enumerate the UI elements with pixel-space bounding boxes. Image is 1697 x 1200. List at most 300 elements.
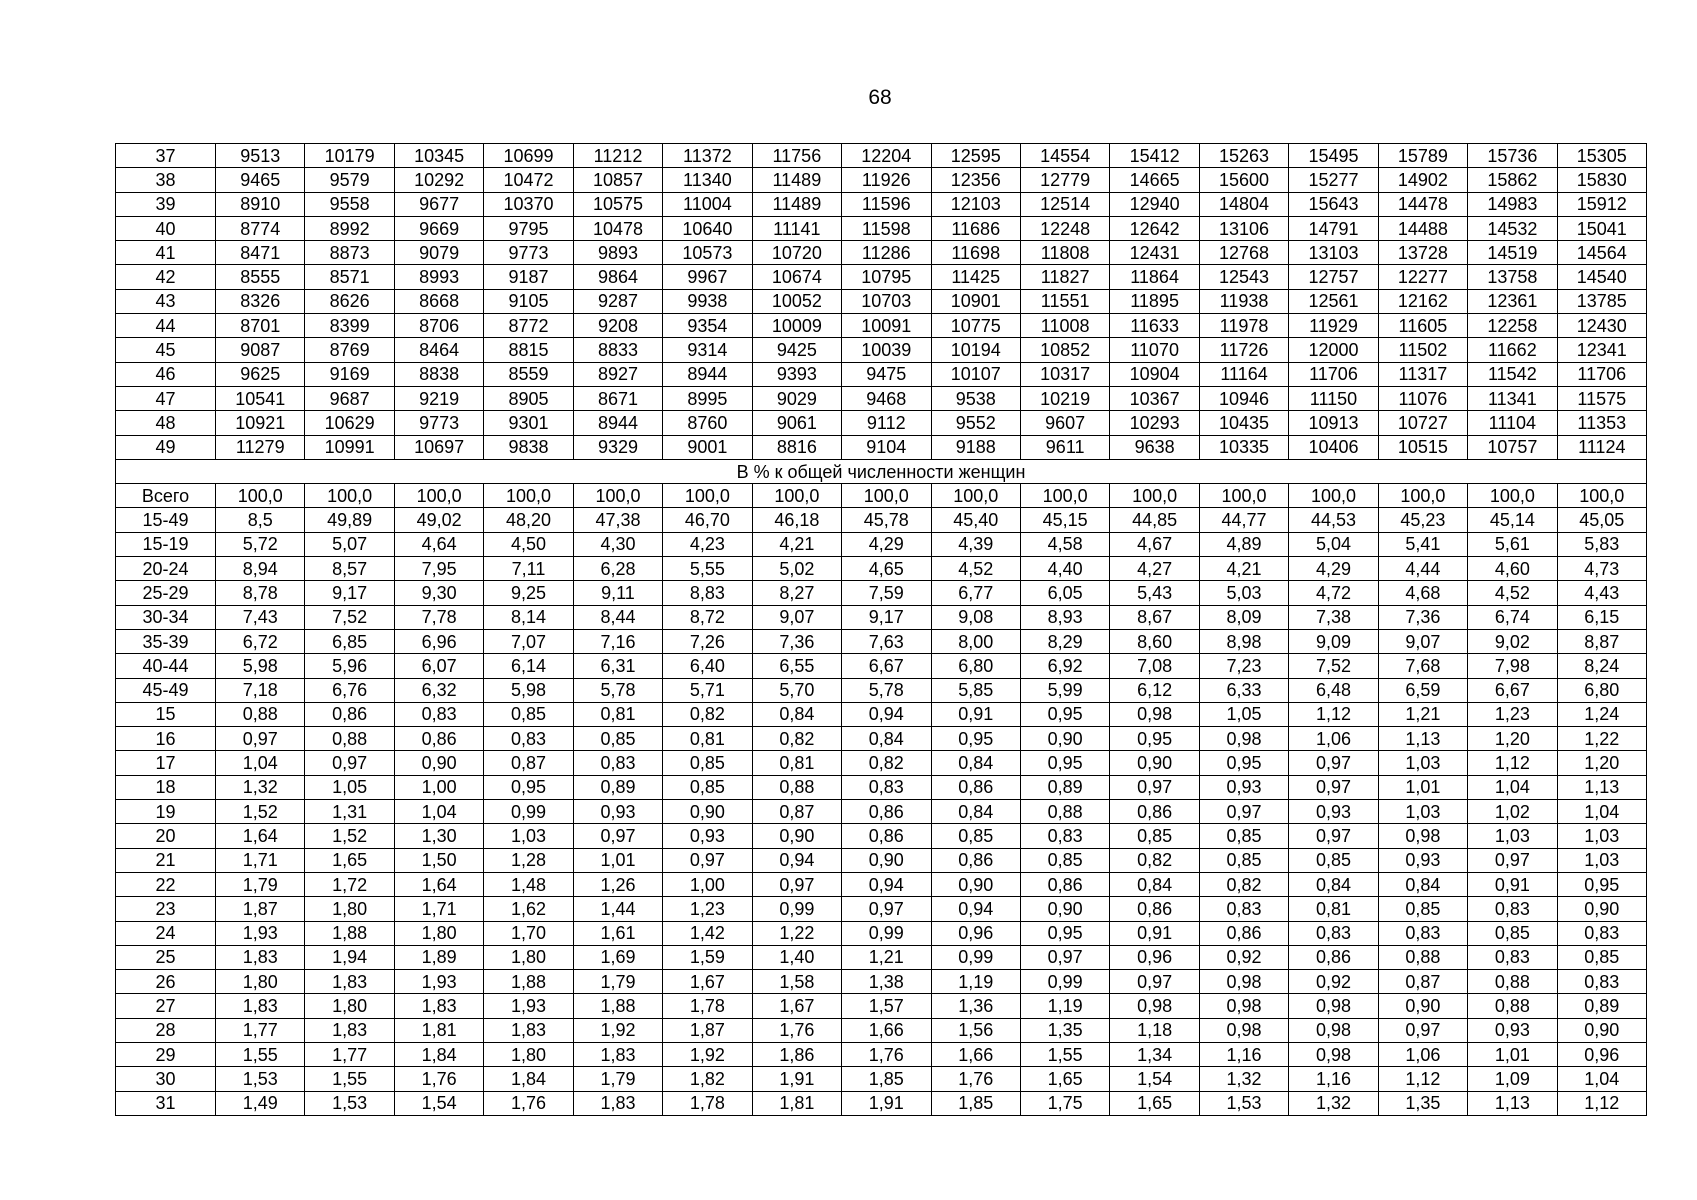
table-cell: 49,89 (305, 508, 394, 532)
table-cell: 1,61 (573, 921, 662, 945)
table-cell: 100,0 (1020, 484, 1109, 508)
table-cell: 1,80 (305, 897, 394, 921)
table-cell: 0,93 (1468, 1018, 1557, 1042)
table-cell: 1,16 (1289, 1067, 1378, 1091)
row-label: 41 (116, 241, 216, 265)
table-cell: 0,86 (1110, 800, 1199, 824)
table-cell: 7,16 (573, 629, 662, 653)
table-cell: 0,90 (1557, 897, 1646, 921)
table-cell: 6,74 (1468, 605, 1557, 629)
table-cell: 100,0 (842, 484, 931, 508)
table-cell: 12430 (1557, 314, 1646, 338)
table-cell: 8927 (573, 362, 662, 386)
table-cell: 100,0 (1110, 484, 1199, 508)
table-cell: 8838 (394, 362, 483, 386)
table-cell: 9468 (842, 386, 931, 410)
table-cell: 9,08 (931, 605, 1020, 629)
table-cell: 12277 (1378, 265, 1467, 289)
table-cell: 0,83 (1468, 897, 1557, 921)
table-cell: 1,52 (216, 800, 305, 824)
table-cell: 7,11 (484, 557, 573, 581)
table-cell: 7,38 (1289, 605, 1378, 629)
table-cell: 15736 (1468, 144, 1557, 168)
table-cell: 0,95 (1020, 921, 1109, 945)
table-cell: 5,71 (663, 678, 752, 702)
table-cell: 100,0 (1468, 484, 1557, 508)
table-cell: 9188 (931, 435, 1020, 459)
table-cell: 0,90 (1110, 751, 1199, 775)
table-cell: 1,55 (1020, 1042, 1109, 1066)
table-cell: 0,86 (931, 775, 1020, 799)
table-cell: 1,83 (573, 1042, 662, 1066)
table-cell: 1,93 (216, 921, 305, 945)
table-cell: 14478 (1378, 192, 1467, 216)
table-cell: 1,64 (216, 824, 305, 848)
table-cell: 4,64 (394, 532, 483, 556)
table-cell: 48,20 (484, 508, 573, 532)
table-cell: 1,94 (305, 945, 394, 969)
table-cell: 1,76 (931, 1067, 1020, 1091)
table-cell: 0,86 (1020, 872, 1109, 896)
table-cell: 6,14 (484, 654, 573, 678)
table-cell: 45,15 (1020, 508, 1109, 532)
table-cell: 10946 (1199, 386, 1288, 410)
table-cell: 0,90 (1378, 994, 1467, 1018)
table-cell: 10052 (752, 289, 841, 313)
table-cell: 1,04 (394, 800, 483, 824)
section-heading-row (116, 459, 1647, 483)
table-cell: 9625 (216, 362, 305, 386)
table-cell: 10091 (842, 314, 931, 338)
table-row (116, 241, 1647, 265)
row-label: 48 (116, 411, 216, 435)
table-cell: 8555 (216, 265, 305, 289)
table-cell: 0,91 (931, 702, 1020, 726)
table-cell: 0,91 (1468, 872, 1557, 896)
table-cell: 7,78 (394, 605, 483, 629)
table-cell: 0,90 (752, 824, 841, 848)
table-cell: 1,87 (663, 1018, 752, 1042)
table-row (116, 678, 1647, 702)
table-cell: 1,55 (216, 1042, 305, 1066)
table-cell: 0,83 (1378, 921, 1467, 945)
table-cell: 46,18 (752, 508, 841, 532)
table-cell: 0,84 (842, 727, 931, 751)
table-cell: 11340 (663, 168, 752, 192)
table-cell: 10703 (842, 289, 931, 313)
table-cell: 0,97 (1289, 751, 1378, 775)
table-cell: 9301 (484, 411, 573, 435)
row-label: 26 (116, 970, 216, 994)
table-cell: 11827 (1020, 265, 1109, 289)
table-cell: 4,40 (1020, 557, 1109, 581)
table-cell: 1,77 (305, 1042, 394, 1066)
table-cell: 8833 (573, 338, 662, 362)
table-cell: 5,41 (1378, 532, 1467, 556)
table-cell: 11104 (1468, 411, 1557, 435)
table-cell: 1,35 (1378, 1091, 1467, 1115)
table-cell: 0,90 (931, 872, 1020, 896)
table-row (116, 1018, 1647, 1042)
table-cell: 1,48 (484, 872, 573, 896)
table-cell: 0,90 (394, 751, 483, 775)
table-cell: 4,44 (1378, 557, 1467, 581)
table-cell: 8,78 (216, 581, 305, 605)
row-label: 25-29 (116, 581, 216, 605)
table-cell: 12757 (1289, 265, 1378, 289)
table-row (116, 800, 1647, 824)
table-cell: 0,86 (394, 727, 483, 751)
table-cell: 0,85 (1020, 848, 1109, 872)
table-cell: 0,90 (1020, 897, 1109, 921)
table-cell: 10757 (1468, 435, 1557, 459)
table-cell: 0,97 (1110, 970, 1199, 994)
table-cell: 9187 (484, 265, 573, 289)
table-cell: 0,81 (663, 727, 752, 751)
table-cell: 10293 (1110, 411, 1199, 435)
table-cell: 6,32 (394, 678, 483, 702)
table-cell: 0,97 (216, 727, 305, 751)
table-cell: 10472 (484, 168, 573, 192)
table-cell: 44,53 (1289, 508, 1378, 532)
table-row (116, 921, 1647, 945)
table-cell: 9104 (842, 435, 931, 459)
table-cell: 7,43 (216, 605, 305, 629)
table-cell: 8626 (305, 289, 394, 313)
table-cell: 5,72 (216, 532, 305, 556)
table-cell: 0,81 (573, 702, 662, 726)
table-cell: 1,81 (394, 1018, 483, 1042)
table-cell: 10921 (216, 411, 305, 435)
table-cell: 0,98 (1199, 994, 1288, 1018)
table-cell: 1,28 (484, 848, 573, 872)
table-cell: 0,88 (1468, 970, 1557, 994)
table-cell: 10852 (1020, 338, 1109, 362)
table-cell: 7,68 (1378, 654, 1467, 678)
table-cell: 0,99 (842, 921, 931, 945)
table-cell: 5,43 (1110, 581, 1199, 605)
table-cell: 0,82 (752, 727, 841, 751)
table-cell: 12543 (1199, 265, 1288, 289)
table-row (116, 581, 1647, 605)
table-cell: 100,0 (216, 484, 305, 508)
table-cell: 100,0 (1557, 484, 1646, 508)
table-cell: 1,35 (1020, 1018, 1109, 1042)
table-cell: 12248 (1020, 216, 1109, 240)
table-cell: 1,83 (216, 994, 305, 1018)
table-cell: 0,86 (842, 824, 931, 848)
table-cell: 100,0 (573, 484, 662, 508)
table-cell: 1,21 (1378, 702, 1467, 726)
table-cell: 10573 (663, 241, 752, 265)
table-cell: 100,0 (752, 484, 841, 508)
table-cell: 9314 (663, 338, 752, 362)
table-row (116, 897, 1647, 921)
table-cell: 8,29 (1020, 629, 1109, 653)
table-cell: 0,87 (752, 800, 841, 824)
table-cell: 11726 (1199, 338, 1288, 362)
table-cell: 6,48 (1289, 678, 1378, 702)
table-cell: 0,97 (1020, 945, 1109, 969)
table-cell: 4,68 (1378, 581, 1467, 605)
table-cell: 0,90 (663, 800, 752, 824)
table-cell: 0,95 (1020, 751, 1109, 775)
table-cell: 1,75 (1020, 1091, 1109, 1115)
table-cell: 0,85 (1468, 921, 1557, 945)
table-cell: 5,03 (1199, 581, 1288, 605)
table-cell: 6,92 (1020, 654, 1109, 678)
table-cell: 4,29 (1289, 557, 1378, 581)
table-cell: 0,90 (842, 848, 931, 872)
table-cell: 15600 (1199, 168, 1288, 192)
table-cell: 11212 (573, 144, 662, 168)
table-cell: 15305 (1557, 144, 1646, 168)
table-cell: 9,02 (1468, 629, 1557, 653)
table-cell: 8,24 (1557, 654, 1646, 678)
row-label: 22 (116, 872, 216, 896)
table-cell: 7,23 (1199, 654, 1288, 678)
table-cell: 7,63 (842, 629, 931, 653)
table-cell: 9893 (573, 241, 662, 265)
table-cell: 100,0 (931, 484, 1020, 508)
table-row (116, 824, 1647, 848)
table-cell: 1,13 (1468, 1091, 1557, 1115)
row-label: 46 (116, 362, 216, 386)
table-cell: 1,76 (752, 1018, 841, 1042)
table-cell: 11489 (752, 168, 841, 192)
table-row (116, 751, 1647, 775)
table-cell: 8,57 (305, 557, 394, 581)
row-label: 47 (116, 386, 216, 410)
table-cell: 12361 (1468, 289, 1557, 313)
table-cell: 1,91 (752, 1067, 841, 1091)
table-cell: 0,86 (931, 848, 1020, 872)
table-cell: 10179 (305, 144, 394, 168)
table-cell: 1,12 (1378, 1067, 1467, 1091)
table-cell: 1,57 (842, 994, 931, 1018)
row-label: 30-34 (116, 605, 216, 629)
table-cell: 0,97 (1289, 775, 1378, 799)
table-cell: 15643 (1289, 192, 1378, 216)
table-row (116, 654, 1647, 678)
table-cell: 1,53 (305, 1091, 394, 1115)
table-cell: 15862 (1468, 168, 1557, 192)
table-cell: 11756 (752, 144, 841, 168)
table-cell: 11551 (1020, 289, 1109, 313)
table-cell: 1,03 (1557, 824, 1646, 848)
table-cell: 8769 (305, 338, 394, 362)
table-cell: 8774 (216, 216, 305, 240)
table-cell: 1,85 (931, 1091, 1020, 1115)
table-cell: 10039 (842, 338, 931, 362)
table-cell: 12103 (931, 192, 1020, 216)
table-cell: 0,94 (931, 897, 1020, 921)
table-cell: 14519 (1468, 241, 1557, 265)
table-cell: 1,49 (216, 1091, 305, 1115)
table-cell: 1,84 (394, 1042, 483, 1066)
table-cell: 11706 (1289, 362, 1378, 386)
table-cell: 8944 (663, 362, 752, 386)
table-cell: 1,34 (1110, 1042, 1199, 1066)
table-cell: 10317 (1020, 362, 1109, 386)
table-cell: 7,18 (216, 678, 305, 702)
table-cell: 10107 (931, 362, 1020, 386)
table-cell: 11150 (1289, 386, 1378, 410)
table-row (116, 970, 1647, 994)
table-cell: 44,85 (1110, 508, 1199, 532)
table-cell: 1,04 (1557, 1067, 1646, 1091)
table-cell: 9465 (216, 168, 305, 192)
table-cell: 0,98 (1110, 994, 1199, 1018)
table-cell: 4,21 (1199, 557, 1288, 581)
table-cell: 7,08 (1110, 654, 1199, 678)
table-cell: 14564 (1557, 241, 1646, 265)
table-cell: 6,28 (573, 557, 662, 581)
table-cell: 11864 (1110, 265, 1199, 289)
table-cell: 9579 (305, 168, 394, 192)
table-cell: 4,52 (931, 557, 1020, 581)
table-cell: 11317 (1378, 362, 1467, 386)
table-cell: 7,52 (1289, 654, 1378, 678)
table-cell: 9838 (484, 435, 573, 459)
table-cell: 6,76 (305, 678, 394, 702)
table-cell: 1,02 (1468, 800, 1557, 824)
table-cell: 1,20 (1557, 751, 1646, 775)
table-cell: 12768 (1199, 241, 1288, 265)
table-cell: 1,65 (1020, 1067, 1109, 1091)
table-cell: 1,03 (1468, 824, 1557, 848)
table-cell: 1,44 (573, 897, 662, 921)
table-cell: 15789 (1378, 144, 1467, 168)
table-cell: 1,24 (1557, 702, 1646, 726)
table-cell: 6,55 (752, 654, 841, 678)
table-cell: 11542 (1468, 362, 1557, 386)
table-cell: 45,14 (1468, 508, 1557, 532)
row-label: 15-49 (116, 508, 216, 532)
table-cell: 7,26 (663, 629, 752, 653)
table-cell: 10370 (484, 192, 573, 216)
table-row (116, 532, 1647, 556)
table-cell: 4,58 (1020, 532, 1109, 556)
table-cell: 0,96 (1110, 945, 1199, 969)
table-cell: 10515 (1378, 435, 1467, 459)
section-heading: В % к общей численности женщин (116, 459, 1647, 483)
table-cell: 10335 (1199, 435, 1288, 459)
table-cell: 6,67 (1468, 678, 1557, 702)
table-cell: 12642 (1110, 216, 1199, 240)
table-cell: 11698 (931, 241, 1020, 265)
table-cell: 0,88 (752, 775, 841, 799)
table-body-absolute (116, 144, 1647, 460)
table-cell: 1,05 (305, 775, 394, 799)
table-cell: 0,98 (1289, 1042, 1378, 1066)
row-label: 20 (116, 824, 216, 848)
table-cell: 0,88 (1468, 994, 1557, 1018)
table-cell: 0,86 (842, 800, 931, 824)
table-cell: 0,97 (305, 751, 394, 775)
table-cell: 1,19 (931, 970, 1020, 994)
row-label: 19 (116, 800, 216, 824)
row-label: 40-44 (116, 654, 216, 678)
table-cell: 8,93 (1020, 605, 1109, 629)
table-cell: 9773 (484, 241, 573, 265)
table-row (116, 945, 1647, 969)
table-cell: 0,86 (305, 702, 394, 726)
table-cell: 8,60 (1110, 629, 1199, 653)
table-cell: 0,85 (1110, 824, 1199, 848)
table-cell: 1,76 (842, 1042, 931, 1066)
table-cell: 8992 (305, 216, 394, 240)
row-label: 30 (116, 1067, 216, 1091)
table-cell: 9425 (752, 338, 841, 362)
table-cell: 9169 (305, 362, 394, 386)
table-cell: 6,07 (394, 654, 483, 678)
table-cell: 11286 (842, 241, 931, 265)
table-cell: 11124 (1557, 435, 1646, 459)
table-cell: 9079 (394, 241, 483, 265)
table-cell: 1,62 (484, 897, 573, 921)
table-cell: 10720 (752, 241, 841, 265)
table-cell: 4,29 (842, 532, 931, 556)
table-cell: 8668 (394, 289, 483, 313)
table-cell: 8944 (573, 411, 662, 435)
table-cell: 1,87 (216, 897, 305, 921)
table-cell: 11929 (1289, 314, 1378, 338)
table-cell: 1,22 (1557, 727, 1646, 751)
table-row (116, 1067, 1647, 1091)
table-cell: 0,84 (1289, 872, 1378, 896)
table-cell: 4,39 (931, 532, 1020, 556)
table-cell: 1,56 (931, 1018, 1020, 1042)
table-cell: 0,98 (1110, 702, 1199, 726)
table-cell: 12341 (1557, 338, 1646, 362)
table-cell: 0,84 (1378, 872, 1467, 896)
table-cell: 0,97 (842, 897, 931, 921)
table-cell: 1,32 (1289, 1091, 1378, 1115)
table-cell: 11978 (1199, 314, 1288, 338)
table-cell: 1,00 (394, 775, 483, 799)
table-row (116, 265, 1647, 289)
table-cell: 1,71 (394, 897, 483, 921)
table-cell: 6,05 (1020, 581, 1109, 605)
table-cell: 1,16 (1199, 1042, 1288, 1066)
row-label: 27 (116, 994, 216, 1018)
row-label: 15-19 (116, 532, 216, 556)
table-cell: 8,00 (931, 629, 1020, 653)
table-cell: 12356 (931, 168, 1020, 192)
table-cell: 8,87 (1557, 629, 1646, 653)
table-cell: 47,38 (573, 508, 662, 532)
table-cell: 5,70 (752, 678, 841, 702)
table-cell: 0,99 (752, 897, 841, 921)
table-cell: 0,83 (1468, 945, 1557, 969)
table-cell: 4,27 (1110, 557, 1199, 581)
table-cell: 8815 (484, 338, 573, 362)
table-cell: 10913 (1289, 411, 1378, 435)
table-row (116, 386, 1647, 410)
table-cell: 0,83 (842, 775, 931, 799)
row-label: 18 (116, 775, 216, 799)
table-cell: 10367 (1110, 386, 1199, 410)
table-cell: 1,78 (663, 1091, 752, 1115)
table-cell: 1,54 (1110, 1067, 1199, 1091)
table-cell: 1,38 (842, 970, 931, 994)
table-cell: 100,0 (663, 484, 752, 508)
table-cell: 1,12 (1289, 702, 1378, 726)
table-cell: 9001 (663, 435, 752, 459)
table-cell: 11070 (1110, 338, 1199, 362)
table-cell: 6,15 (1557, 605, 1646, 629)
